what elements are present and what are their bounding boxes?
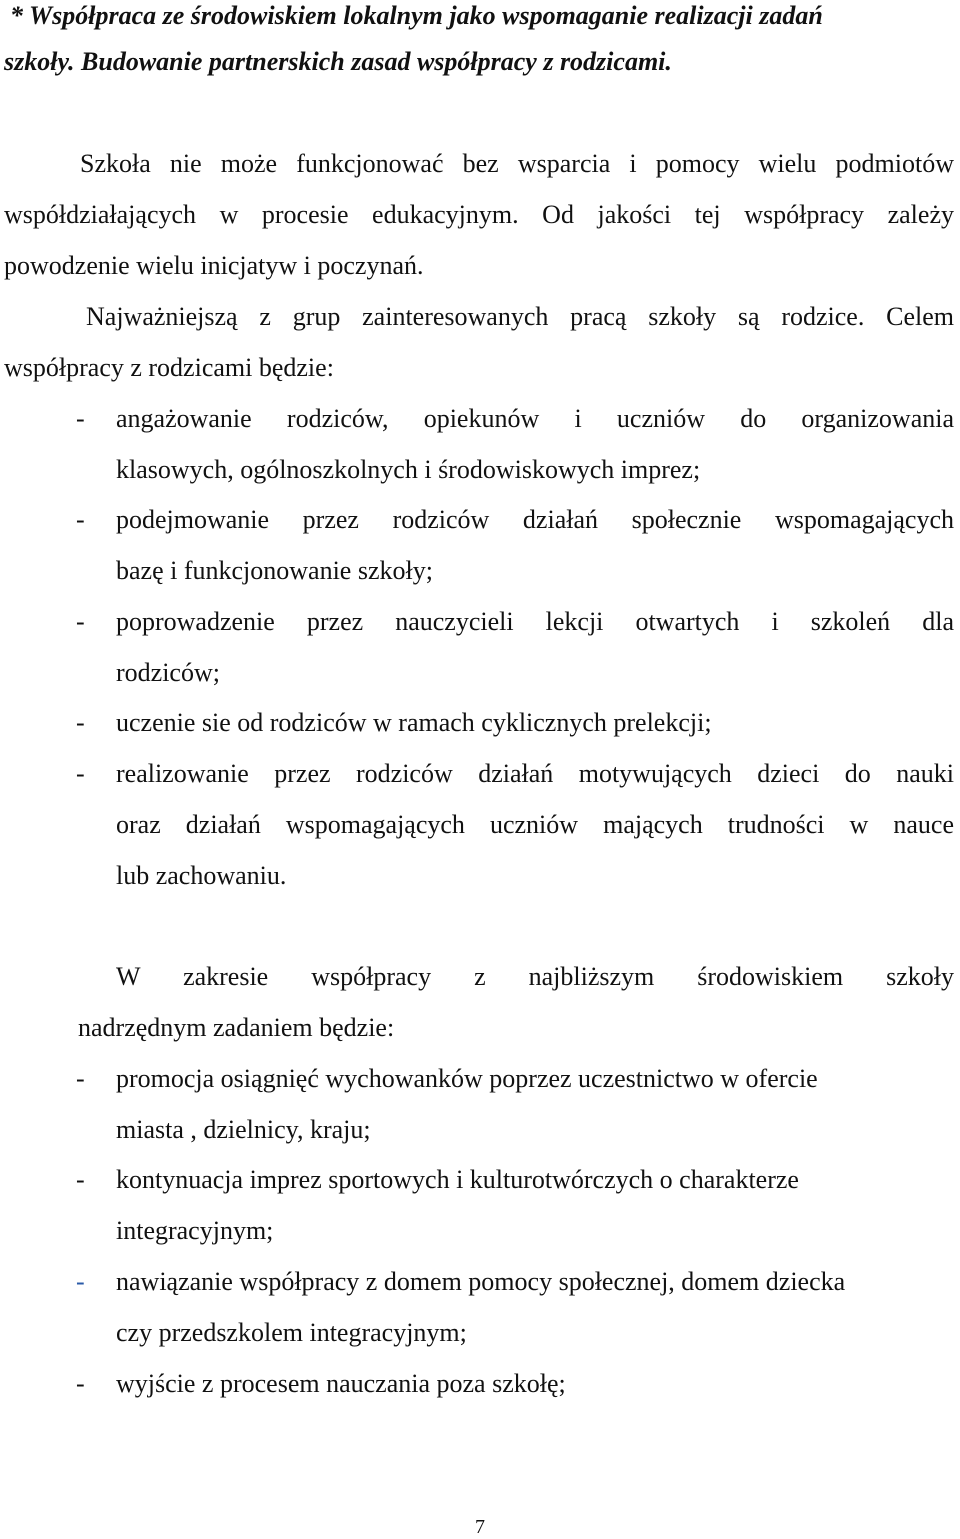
list-dash: -	[76, 708, 85, 737]
section-heading-line-1: * Współpraca ze środowiskiem lokalnym jako wspomaganie realizacji zadań	[10, 1, 823, 30]
parents-item-5-line-2: oraz działań wspomagających uczniów mających trudności w nauce	[116, 810, 954, 839]
community-item-3-line-1: nawiązanie współpracy z domem pomocy społecznej, domem dziecka	[116, 1267, 846, 1296]
intro-line-3: powodzenie wielu inicjatyw i poczynań.	[4, 251, 424, 280]
parents-item-3-line-2: rodziców;	[116, 658, 220, 687]
parents-item-2-line-2: bazę i funkcjonowanie szkoły;	[116, 556, 433, 585]
community-item-2-line-1: kontynuacja imprez sportowych i kulturotwórczych o charakterze	[116, 1165, 799, 1194]
list-dash: -	[76, 505, 85, 534]
parents-item-4-line-1: uczenie sie od rodziców w ramach cyklicznych prelekcji;	[116, 708, 712, 737]
community-item-1-line-2: miasta , dzielnicy, kraju;	[116, 1115, 371, 1144]
list-dash: -	[76, 759, 85, 788]
intro-line-1: Szkoła nie może funkcjonować bez wsparcia i pomocy wielu podmiotów	[80, 149, 954, 178]
section-heading-line-2: szkoły. Budowanie partnerskich zasad współpracy z rodzicami.	[4, 47, 672, 76]
community-item-2-line-2: integracyjnym;	[116, 1216, 274, 1245]
community-item-3-line-2: czy przedszkolem integracyjnym;	[116, 1318, 467, 1347]
parents-line-2: współpracy z rodzicami będzie:	[4, 353, 334, 382]
community-item-4-line-1: wyjście z procesem nauczania poza szkołę;	[116, 1369, 566, 1398]
parents-item-1-line-2: klasowych, ogólnoszkolnych i środowiskowych imprez;	[116, 455, 701, 484]
parents-item-1-line-1: angażowanie rodziców, opiekunów i uczniów do organizowania	[116, 404, 954, 433]
parents-item-2-line-1: podejmowanie przez rodziców działań społecznie wspomagających	[116, 505, 954, 534]
intro-line-2: współdziałających w procesie edukacyjnym. Od jakości tej współpracy zależy	[4, 200, 954, 229]
parents-item-5-line-3: lub zachowaniu.	[116, 861, 287, 890]
parents-item-3-line-1: poprowadzenie przez nauczycieli lekcji otwartych i szkoleń dla	[116, 607, 954, 636]
community-line-1: W zakresie współpracy z najbliższym środowiskiem szkoły	[116, 962, 954, 991]
parents-line-1: Najważniejszą z grup zainteresowanych pracą szkoły są rodzice. Celem	[86, 302, 954, 331]
list-dash: -	[76, 1165, 85, 1194]
list-dash: -	[76, 1369, 85, 1398]
list-dash: -	[76, 1267, 85, 1296]
community-item-1-line-1: promocja osiągnięć wychowanków poprzez uczestnictwo w ofercie	[116, 1064, 818, 1093]
page-number: 7	[475, 1516, 485, 1538]
parents-item-5-line-1: realizowanie przez rodziców działań motywujących dzieci do nauki	[116, 759, 954, 788]
list-dash: -	[76, 404, 85, 433]
community-line-2: nadrzędnym zadaniem będzie:	[78, 1013, 395, 1042]
list-dash: -	[76, 607, 85, 636]
list-dash: -	[76, 1064, 85, 1093]
